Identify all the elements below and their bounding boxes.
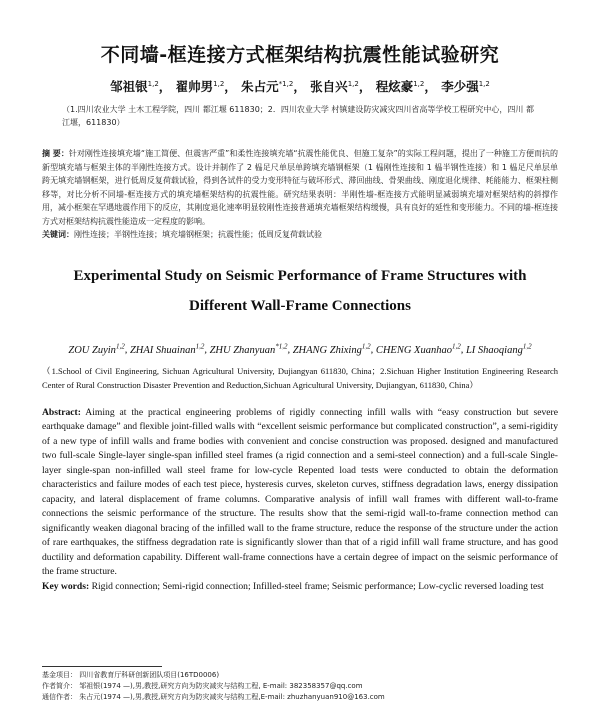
english-title-line-2: Different Wall-Frame Connections [189,298,411,314]
english-title-line-1: Experimental Study on Seismic Performance of Frame Structures with [73,268,527,284]
english-abstract [42,406,558,580]
footnote-divider [42,666,162,667]
english-abstract-text: Aiming at the practical engineering problems of rigidly connecting infill walls with “easy construction but severe earthquake damage” and flexible joint-filled walls with “excellent seismic performance but complicated construction”, a semi-rigidity of a new type of infill walls and frame bodies with convenient and concise construction was proposed. designed and manufactured two full-scale Single-layer single-span infilled steel frames (a rigid connection and a semi-steel connection) and a full-scale Single-layer single-span non-infilled wall steel frame for low-cycle Repented load tests were conducted to obtain the deformation characteristics and failure modes of each test piece, hysteresis curves, skeleton curves, stiffness degradation laws, energy dissipation capacity, and lateral displacement of frame columns. Comparative analysis of infill wall frames with different wall-to-frame connections the seismic performance of the structure. The results show that the semi-rigid wall-to-frame connection method can significantly weaken diagonal bracing of the infilled wall to the frame structure, reduce the response of the structure under the action of rare earthquakes, the stiffness degradation rate is significantly slower than that of a rigid infill wall frame structure, and has good ductility and deformation capability. Different wall-frame connections have a certain degree of impact on the seismic performance of the frame structure. [42,406,559,577]
chinese-author: 李少强$^{1,2}$ [441,79,490,94]
chinese-author-list: 邹祖银$^{1,2}$， 翟帅男$^{1,2}$， 朱占元$^{*1,2}$， 张自兴$^{1,2}$， 程炫豪$^{1,2}$， 李少强$^{1,2}$ [110,79,490,94]
footnote-corresponding-author: 通信作者： 朱占元(1974 —),男,教授,研究方向为防灾减灾与结构工程,E-mail: zhuzhanyuan910@163.com [42,693,385,701]
chinese-keywords-text: 刚性连接；半钢性连接；填充墙钢框架；抗震性能；低周反复荷载试验 [74,230,322,239]
chinese-affiliation: （1.四川农业大学 土木工程学院，四川 都江堰 611830；2．四川农业大学 村镇建设防灾减灾四川省高等学校工程研究中心，四川 都江堰，611830） [62,105,534,127]
english-title [42,261,558,321]
english-author: ZHU Zhanyuan$^{*1,2}$ [209,342,288,356]
footnotes [42,666,558,703]
chinese-title: 不同墙-框连接方式框架结构抗震性能试验研究 [100,44,500,66]
chinese-keywords [42,228,558,241]
chinese-author: 朱占元$^{*1,2}$ [241,79,294,94]
english-keywords-label: Key words: [42,580,90,592]
chinese-keywords-label: 关键词： [42,230,74,239]
english-keywords-text: Rigid connection; Semi-rigid connection; Infilled-steel frame; Seismic performance; Low-cyclic reversed loading test [91,580,544,592]
english-author: ZHAI Shuainan$^{1,2}$ [129,342,205,356]
english-author: ZHANG Zhixing$^{1,2}$ [292,342,371,356]
chinese-author: 翟帅男$^{1,2}$ [175,79,225,94]
english-keywords [42,580,558,595]
chinese-abstract-label: 摘 要： [42,149,69,158]
english-author-list: ZOU Zuyin$^{1,2}$, ZHAI Shuainan$^{1,2}$, ZHU Zhanyuan$^{*1,2}$, ZHANG Zhixing$^{1,2}$, CHENG Xuanhao$^{1,2}$, LI Shaoqiang$^{1,2}$ [68,342,532,356]
chinese-author: 邹祖银$^{1,2}$ [110,79,159,94]
chinese-author: 张自兴$^{1,2}$ [310,79,359,94]
footnote-author-bio: 作者简介： 邹祖银(1974 —),男,教授,研究方向为防灾减灾与结构工程, E-mail: 382358357@qq.com [42,682,363,690]
english-abstract-label: Abstract: [42,406,81,418]
chinese-author: 程炫豪$^{1,2}$ [375,79,425,94]
chinese-abstract-text: 针对刚性连接填充墙“施工简便、但震害严重”和柔性连接填充墙“抗震性能优良、但施工复杂”的实际工程问题，提出了一种施工方便而抗的新型填充墙与框架主体的半刚性连接方式。设计并制作了 2 榀足尺单层单跨填充墙钢框架（1 榀刚性连接和 1 榀半钢性连接）和 1 榀足尺单层单跨无填充墙钢框架，进行低周反复荷载试验，得到各试件的受力变形特征与破坏形式、滞回曲线、骨架曲线、刚度退化规律、耗能能力、框架柱侧移等，对比分析不同墙-框连接方式的填充墙框架结构的抗震性能。研究结果表明：半刚性墙-框连接方式能明显减弱填充墙对框架结构的斜撑作用，减小框架在罕遇地震作用下的反应，其刚度退化速率明显较刚性连接普通填充墙框架结构缓慢，具有良好的延性和变形能力。不同的墙-框连接方式对框架结构抗震性能造成一定程度的影响。 [42,149,558,226]
english-author: LI Shaoqiang$^{1,2}$ [465,342,532,356]
chinese-abstract [42,147,558,228]
english-affiliation: （1.School of Civil Engineering, Sichuan Agricultural University, Dujiangyan 611830, China；2.Sichuan Higher Institution Engineering Research Center of Rural Construction Disaster Prevention and Reduction,Sichuan Agricultural University, Dujiangyan, 611830, China） [42,365,558,390]
english-author: ZOU Zuyin$^{1,2}$ [68,342,125,356]
english-author: CHENG Xuanhao$^{1,2}$ [375,342,461,356]
footnote-funding: 基金项目： 四川省教育厅科研创新团队项目(16TD0006) [42,671,220,679]
